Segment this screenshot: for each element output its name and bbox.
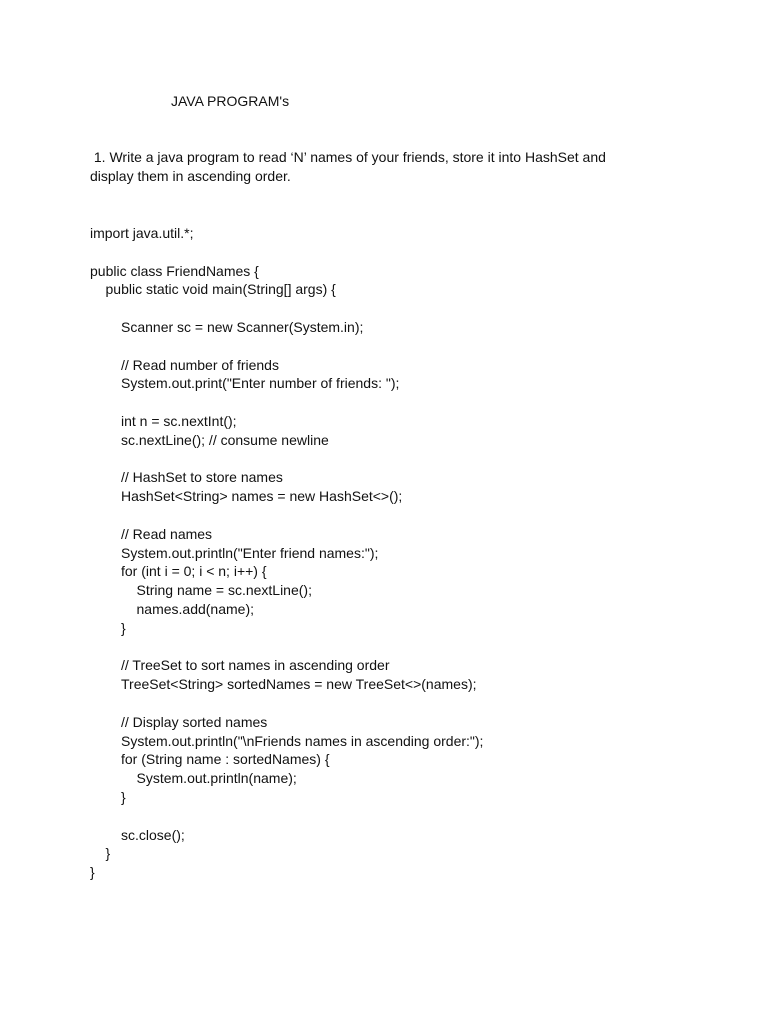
code-line: sc.close(); bbox=[121, 826, 185, 843]
code-line: // HashSet to store names bbox=[121, 469, 283, 486]
code-line bbox=[90, 807, 483, 826]
code-line bbox=[90, 337, 483, 356]
code-line: } bbox=[105, 845, 111, 862]
code-line bbox=[90, 450, 483, 469]
code-line: } bbox=[121, 788, 126, 805]
code-line: System.out.print("Enter number of friends: "); bbox=[121, 375, 400, 392]
code-line: System.out.println(name); bbox=[136, 770, 297, 787]
code-line: // Read names bbox=[121, 525, 213, 542]
code-line: names.add(name); bbox=[136, 600, 255, 617]
document-title: JAVA PROGRAM's bbox=[171, 93, 290, 109]
code-line: Scanner sc = new Scanner(System.in); bbox=[121, 318, 364, 335]
code-line: } bbox=[90, 864, 95, 881]
code-line bbox=[90, 506, 483, 525]
code-line: System.out.println("\nFriends names in ascending order:"); bbox=[121, 732, 484, 749]
code-line: // Read number of friends bbox=[121, 356, 279, 373]
code-block bbox=[90, 224, 483, 882]
code-line: } bbox=[121, 619, 126, 636]
code-line: public static void main(String[] args) { bbox=[105, 281, 336, 298]
code-line: // TreeSet to sort names in ascending order bbox=[121, 657, 390, 674]
question-line: display them in ascending order. bbox=[90, 168, 291, 184]
code-line: int n = sc.nextInt(); bbox=[121, 412, 237, 429]
code-line: for (int i = 0; i < n; i++) { bbox=[121, 563, 267, 580]
question-line: 1. Write a java program to read ‘N’ names of your friends, store it into HashSet and bbox=[90, 149, 606, 165]
code-line: // Display sorted names bbox=[121, 713, 268, 730]
code-line: String name = sc.nextLine(); bbox=[136, 582, 312, 599]
code-line: TreeSet<String> sortedNames = new TreeSet<>(names); bbox=[121, 676, 477, 693]
code-line: import java.util.*; bbox=[90, 225, 194, 241]
question-text bbox=[90, 148, 650, 186]
code-line bbox=[90, 694, 483, 713]
code-line: public class FriendNames { bbox=[90, 262, 259, 279]
code-line: HashSet<String> names = new HashSet<>(); bbox=[121, 488, 403, 505]
code-line bbox=[90, 393, 483, 412]
code-line: for (String name : sortedNames) { bbox=[121, 751, 330, 768]
code-line: System.out.println("Enter friend names:"); bbox=[121, 544, 379, 561]
code-line: sc.nextLine(); // consume newline bbox=[121, 431, 329, 448]
code-line bbox=[90, 243, 483, 262]
code-line bbox=[90, 299, 483, 318]
code-line bbox=[90, 638, 483, 657]
